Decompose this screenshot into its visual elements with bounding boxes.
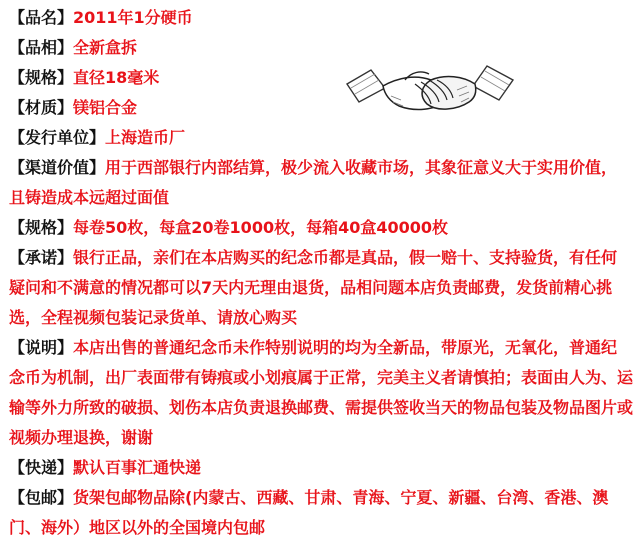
field-channel-value [9,153,633,213]
field-value: 全新盒拆 [73,38,138,57]
field-packaging [9,213,633,243]
field-value: 每卷50枚，每盒20卷1000枚，每箱40盒40000枚 [73,218,449,237]
field-product-name [9,3,633,33]
field-label: 【承诺】 [9,248,74,267]
field-value: 银行正品，亲们在本店购买的纪念币都是真品，假一赔十、支持验货，有任何疑问和不满意的情况都可以7天内无理由退货，品相问题本店负责邮费，发货前精心挑选，全程视频包装记录货单、请放心购买 [9,248,618,327]
field-value: 镁铝合金 [73,98,138,117]
field-label: 【材质】 [9,98,74,117]
field-label: 【渠道价值】 [9,158,106,177]
field-value: 2011年1分硬币 [73,8,193,27]
field-label: 【说明】 [9,338,74,357]
field-condition [9,33,633,63]
field-value: 上海造币厂 [105,128,186,147]
field-promise [9,243,633,333]
field-issuer [9,123,633,153]
field-value: 直径18毫米 [73,68,160,87]
field-value: 本店出售的普通纪念币未作特别说明的均为全新品，带原光，无氧化，普通纪念币为机制，出厂表面带有铸痕或小划痕属于正常，完美主义者请慎拍；表面由人为、运输等外力所致的破损、划伤本店负责退换邮费、需提供签收当天的物品包装及物品图片或视频办理退换，谢谢 [9,338,634,447]
field-notes [9,333,633,453]
field-label: 【规格】 [9,218,74,237]
field-label: 【规格】 [9,68,74,87]
field-value: 默认百事汇通快递 [73,458,202,477]
field-material [9,93,633,123]
field-label: 【品相】 [9,38,74,57]
field-label: 【包邮】 [9,488,74,507]
field-courier [9,453,633,483]
field-value: 用于西部银行内部结算，极少流入收藏市场，其象征意义大于实用价值，且铸造成本远超过面值 [9,158,618,207]
field-free-shipping [9,483,633,543]
field-label: 【品名】 [9,8,74,27]
field-label: 【快递】 [9,458,74,477]
field-diameter [9,63,633,93]
field-value: 货架包邮物品除(内蒙古、西藏、甘肃、青海、宁夏、新疆、台湾、香港、澳门、海外）地区以外的全国境内包邮 [9,488,609,537]
field-label: 【发行单位】 [9,128,106,147]
